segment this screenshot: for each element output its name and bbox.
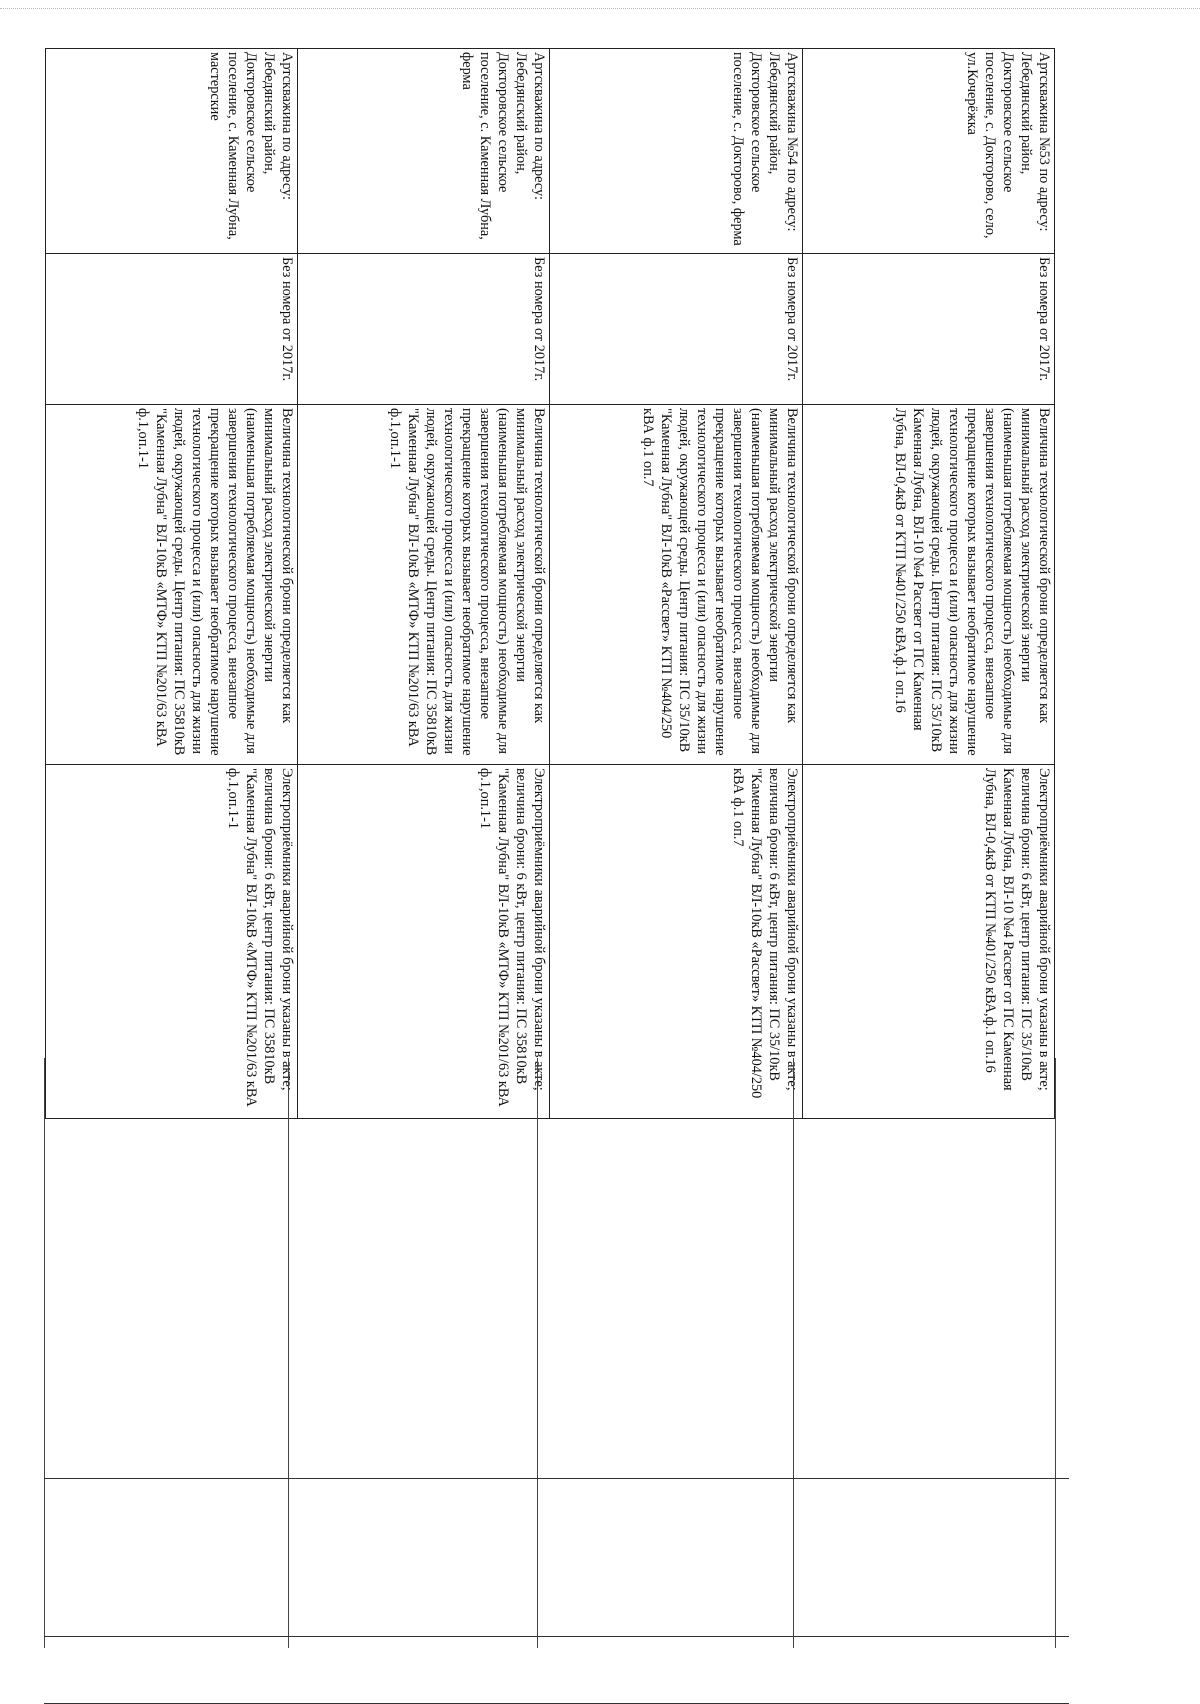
object-cell: Артскважина №54 по адресу: Лебедянский район, Докторовское сельское поселение, с. Докторово, ферма <box>550 49 802 254</box>
act-cell: Без номера от 2017г. <box>298 254 550 405</box>
object-cell: Артскважина по адресу: Лебедянский район, Докторовское сельское поселение, с. Каменная Лубна, мастерские <box>46 49 298 254</box>
scan-edge-dots <box>0 8 1200 9</box>
table-row <box>802 49 1054 1119</box>
tech-reserve-cell: Величина технологической брони определяется как минимальный расход электрической энергии (наименьшая потребляемая мощность) необходимые для завершения технологического процесса, внезапное прекращение которых вызывает необратимое нарушение технологического процесса и (или) опасность для жизни людей, окружающей среды. Центр питания: ПС 35/10кВ "Каменная Лубна" ВЛ-10кВ «Рассвет» КТП №404/250 кВА ф.1 оп.7 <box>550 405 802 765</box>
table-continuation-line <box>793 1058 794 1648</box>
act-cell: Без номера от 2017г. <box>46 254 298 405</box>
act-cell: Без номера от 2017г. <box>550 254 802 405</box>
table-row <box>298 49 550 1119</box>
tech-reserve-cell: Величина технологической брони определяется как минимальный расход электрической энергии (наименьшая потребляемая мощность) необходимые для завершения технологического процесса, внезапное прекращение которых вызывает необратимое нарушение технологического процесса и (или) опасность для жизни людей, окружающей среды. Центр питания: ПС 35/10кВ Каменная Лубна, ВЛ-10 №4 Рассвет от ПС Каменная Лубна, ВЛ-0,4кВ от КТП №401/250 кВА,ф.1 оп.16 <box>802 405 1054 765</box>
tech-reserve-cell: Величина технологической брони определяется как минимальный расход электрической энергии (наименьшая потребляемая мощность) необходимые для завершения технологического процесса, внезапное прекращение которых вызывает необратимое нарушение технологического процесса и (или) опасность для жизни людей, окружающей среды. Центр питания: ПС 35810кВ "Каменная Лубна" ВЛ-10кВ «МТФ» КТП №201/63 кВА ф.1,оп.1-1 <box>298 405 550 765</box>
act-cell: Без номера от 2017г. <box>802 254 1054 405</box>
blank-row-rule <box>44 1636 1069 1637</box>
emergency-reserve-cell: Электроприёмники аварийной брони указаны в акте; величина брони: 6 кВт, центр питания: ПС 35810кВ "Каменная Лубна" ВЛ-10кВ «МТФ» КТП №201/63 кВА ф.1,оп.1-1 <box>298 765 550 1119</box>
table-continuation-line <box>288 1058 289 1648</box>
emergency-reserve-cell: Электроприёмники аварийной брони указаны в акте; величина брони: 6 кВт, центр питания: ПС 35/10кВ "Каменная Лубна" ВЛ-10кВ «Рассвет» КТП №404/250 кВА ф.1 оп.7 <box>550 765 802 1119</box>
object-cell: Артскважина №53 по адресу: Лебедянский район, Докторовское сельское поселение, с. Докторово, село, ул.Кочерёжка <box>802 49 1054 254</box>
table-row <box>46 49 298 1119</box>
blank-row-rule <box>44 1478 1069 1479</box>
emergency-reserve-cell: Электроприёмники аварийной брони указаны в акте; величина брони: 6 кВт, центр питания: ПС 35/10кВ Каменная Лубна, ВЛ-10 №4 Рассвет от ПС Каменная Лубна, ВЛ-0,4кВ от КТП №401/250 кВА,ф.1 оп.16 <box>802 765 1054 1119</box>
tech-reserve-cell: Величина технологической брони определяется как минимальный расход электрической энергии (наименьшая потребляемая мощность) необходимые для завершения технологического процесса, внезапное прекращение которых вызывает необратимое нарушение технологического процесса и (или) опасность для жизни людей, окружающей среды. Центр питания: ПС 35810кВ "Каменная Лубна" ВЛ-10кВ «МТФ» КТП №201/63 кВА ф.1,оп.1-1 <box>46 405 298 765</box>
emergency-reserve-cell: Электроприёмники аварийной брони указаны в акте; величина брони: 6 кВт, центр питания: ПС 35810кВ "Каменная Лубна" ВЛ-10кВ «МТФ» КТП №201/63 кВА ф.1,оп.1-1 <box>46 765 298 1119</box>
object-cell: Артскважина по адресу: Лебедянский район, Докторовское сельское поселение, с. Каменная Лубна, ферма <box>298 49 550 254</box>
reserve-table <box>45 48 1055 1119</box>
table-continuation-line <box>537 1058 538 1648</box>
table-row <box>550 49 802 1119</box>
table-continuation-line <box>44 1058 45 1648</box>
rotated-page <box>45 48 1055 1118</box>
table-continuation-line <box>1055 1058 1056 1648</box>
